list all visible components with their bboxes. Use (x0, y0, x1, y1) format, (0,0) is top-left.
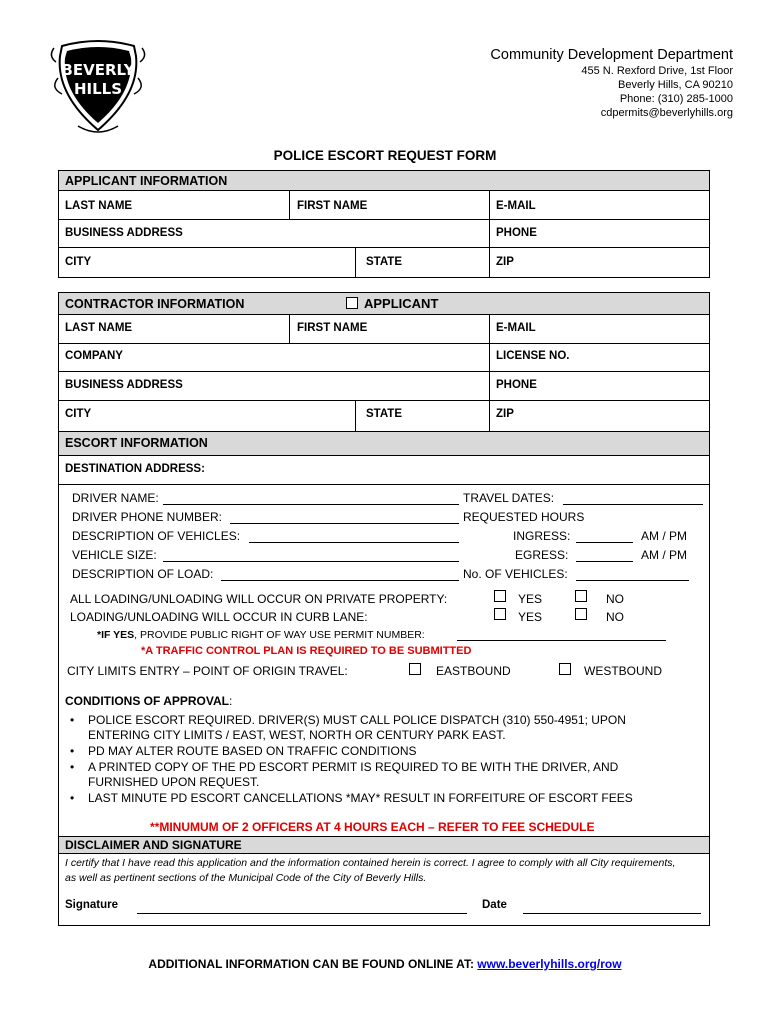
condition-item: • PD MAY ALTER ROUTE BASED ON TRAFFIC CONDITIONS (70, 744, 417, 758)
if-yes-rest: , PROVIDE PUBLIC RIGHT OF WAY USE PERMIT NUMBER: (134, 629, 425, 641)
ingress-line[interactable] (576, 542, 633, 543)
private-property-yes-checkbox[interactable] (494, 590, 506, 602)
row-permit-instruction (97, 629, 425, 641)
contractor-phone[interactable]: PHONE (496, 379, 537, 391)
city-limits-label: CITY LIMITS ENTRY – POINT OF ORIGIN TRAVEL: (67, 664, 348, 678)
logo-line2: HILLS (73, 80, 123, 98)
eastbound-checkbox[interactable] (409, 663, 421, 675)
applicant-business-address[interactable]: BUSINESS ADDRESS (65, 227, 183, 239)
minimum-officers-notice: **MINUMUM OF 2 OFFICERS AT 4 HOURS EACH – REFER TO FEE SCHEDULE (150, 820, 595, 834)
egress-am-pm: AM / PM (641, 548, 688, 562)
private-property-no: NO (606, 592, 624, 606)
logo-line1: BEVERLY (61, 61, 135, 79)
applicant-email[interactable]: E-MAIL (496, 200, 536, 212)
load-description-line[interactable] (221, 580, 459, 581)
condition-text: A PRINTED COPY OF THE PD ESCORT PERMIT IS REQUIRED TO BE WITH THE DRIVER, AND FURNISHED UPON REQUEST. (88, 760, 619, 789)
curb-lane-yes: YES (518, 610, 543, 624)
applicant-last-name[interactable]: LAST NAME (65, 200, 133, 212)
footer-text: ADDITIONAL INFORMATION CAN BE FOUND ONLINE AT: (148, 957, 478, 971)
ingress-label: INGRESS: (513, 529, 571, 543)
ingress-am-pm: AM / PM (641, 529, 688, 543)
footer (0, 957, 770, 971)
conditions-title: CONDITIONS OF APPROVAL (65, 694, 230, 708)
applicant-section-title: APPLICANT INFORMATION (65, 174, 228, 188)
curb-lane-yes-checkbox[interactable] (494, 608, 506, 620)
conditions-heading (65, 694, 232, 708)
contractor-section-title: CONTRACTOR INFORMATION (65, 297, 245, 311)
beverly-hills-logo (48, 38, 148, 138)
contractor-zip[interactable]: ZIP (496, 408, 514, 420)
applicant-zip[interactable]: ZIP (496, 256, 514, 268)
signature-line[interactable] (137, 913, 467, 914)
conditions-colon: : (229, 694, 233, 708)
contractor-applicant-checkbox[interactable] (346, 297, 358, 309)
westbound-label: WESTBOUND (584, 664, 662, 678)
contractor-section (58, 292, 710, 432)
applicant-section (58, 170, 710, 278)
disclaimer-text: I certify that I have read this application and the information contained herein is correct. I agree to comply with all City requirements, as well as pertinent sections of the Municipal Code of the City of Beverly Hills. (65, 857, 676, 884)
contractor-state[interactable]: STATE (366, 408, 402, 420)
date-line[interactable] (523, 913, 701, 914)
condition-item: • LAST MINUTE PD ESCORT CANCELLATIONS *MAY* RESULT IN FORFEITURE OF ESCORT FEES (70, 791, 633, 805)
applicant-first-name[interactable]: FIRST NAME (297, 200, 368, 212)
destination-address[interactable]: DESTINATION ADDRESS: (65, 463, 205, 475)
curb-lane-no: NO (606, 610, 624, 624)
egress-label: EGRESS: (515, 548, 569, 562)
curb-lane-label: LOADING/UNLOADING WILL OCCUR IN CURB LANE: (70, 610, 368, 624)
load-description-label: DESCRIPTION OF LOAD: (72, 567, 214, 581)
condition-text: PD MAY ALTER ROUTE BASED ON TRAFFIC CONDITIONS (88, 744, 417, 758)
contractor-company[interactable]: COMPANY (65, 350, 123, 362)
vehicle-size-label: VEHICLE SIZE: (72, 548, 157, 562)
contractor-applicant-label: APPLICANT (364, 296, 439, 311)
department-phone: Phone: (310) 285-1000 (619, 93, 733, 105)
department-header (490, 46, 733, 120)
vehicle-size-line[interactable] (163, 561, 459, 562)
contractor-last-name[interactable]: LAST NAME (65, 322, 133, 334)
eastbound-label: EASTBOUND (436, 664, 511, 678)
westbound-checkbox[interactable] (559, 663, 571, 675)
disclaimer-section (58, 836, 710, 926)
address-line1: 455 N. Rexford Drive, 1st Floor (581, 65, 733, 77)
address-line2: Beverly Hills, CA 90210 (618, 79, 733, 91)
department-name: Community Development Department (490, 47, 733, 63)
driver-name-label: DRIVER NAME: (72, 491, 159, 505)
num-vehicles-label: No. OF VEHICLES: (463, 567, 568, 581)
condition-text: LAST MINUTE PD ESCORT CANCELLATIONS *MAY* RESULT IN FORFEITURE OF ESCORT FEES (88, 791, 633, 805)
applicant-city[interactable]: CITY (65, 256, 92, 268)
contractor-city[interactable]: CITY (65, 408, 92, 420)
department-email: cdpermits@beverlyhills.org (600, 107, 733, 119)
row-permit-number-line[interactable] (457, 640, 666, 641)
row-website-link[interactable]: www.beverlyhills.org/row (477, 957, 622, 971)
private-property-no-checkbox[interactable] (575, 590, 587, 602)
contractor-email[interactable]: E-MAIL (496, 322, 536, 334)
driver-phone-label: DRIVER PHONE NUMBER: (72, 510, 223, 524)
disclaimer-section-title: DISCLAIMER AND SIGNATURE (65, 838, 242, 852)
condition-item: • POLICE ESCORT REQUIRED. DRIVER(S) MUST CALL POLICE DISPATCH (310) 550-4951; UPON ENTERING CITY LIMITS / EAST, WEST, NORTH OR CENTURY PARK EAST. (70, 713, 626, 742)
signature-label: Signature (65, 899, 119, 911)
travel-dates-label: TRAVEL DATES: (463, 491, 555, 505)
travel-dates-line[interactable] (563, 504, 703, 505)
private-property-yes: YES (518, 592, 543, 606)
vehicle-description-line[interactable] (249, 542, 459, 543)
contractor-business-address[interactable]: BUSINESS ADDRESS (65, 379, 183, 391)
traffic-plan-notice: *A TRAFFIC CONTROL PLAN IS REQUIRED TO BE SUBMITTED (141, 645, 472, 657)
contractor-license[interactable]: LICENSE NO. (496, 350, 570, 362)
curb-lane-no-checkbox[interactable] (575, 608, 587, 620)
if-yes-label: *IF YES (97, 629, 135, 641)
requested-hours-label: REQUESTED HOURS (463, 510, 585, 524)
egress-line[interactable] (576, 561, 633, 562)
applicant-phone[interactable]: PHONE (496, 227, 537, 239)
condition-item: • A PRINTED COPY OF THE PD ESCORT PERMIT IS REQUIRED TO BE WITH THE DRIVER, AND FURNISHED UPON REQUEST. (70, 760, 619, 789)
date-label: Date (482, 899, 507, 911)
contractor-first-name[interactable]: FIRST NAME (297, 322, 368, 334)
driver-phone-line[interactable] (230, 523, 459, 524)
shield-crest-icon (48, 38, 148, 138)
num-vehicles-line[interactable] (576, 580, 689, 581)
form-title: POLICE ESCORT REQUEST FORM (273, 148, 497, 163)
condition-text: POLICE ESCORT REQUIRED. DRIVER(S) MUST CALL POLICE DISPATCH (310) 550-4951; UPON ENTERING CITY LIMITS / EAST, WEST, NORTH OR CENTURY PARK EAST. (88, 713, 626, 742)
escort-section-title: ESCORT INFORMATION (65, 436, 208, 450)
vehicle-description-label: DESCRIPTION OF VEHICLES: (72, 529, 241, 543)
private-property-label: ALL LOADING/UNLOADING WILL OCCUR ON PRIVATE PROPERTY: (70, 592, 448, 606)
applicant-state[interactable]: STATE (366, 256, 402, 268)
driver-name-line[interactable] (163, 504, 459, 505)
